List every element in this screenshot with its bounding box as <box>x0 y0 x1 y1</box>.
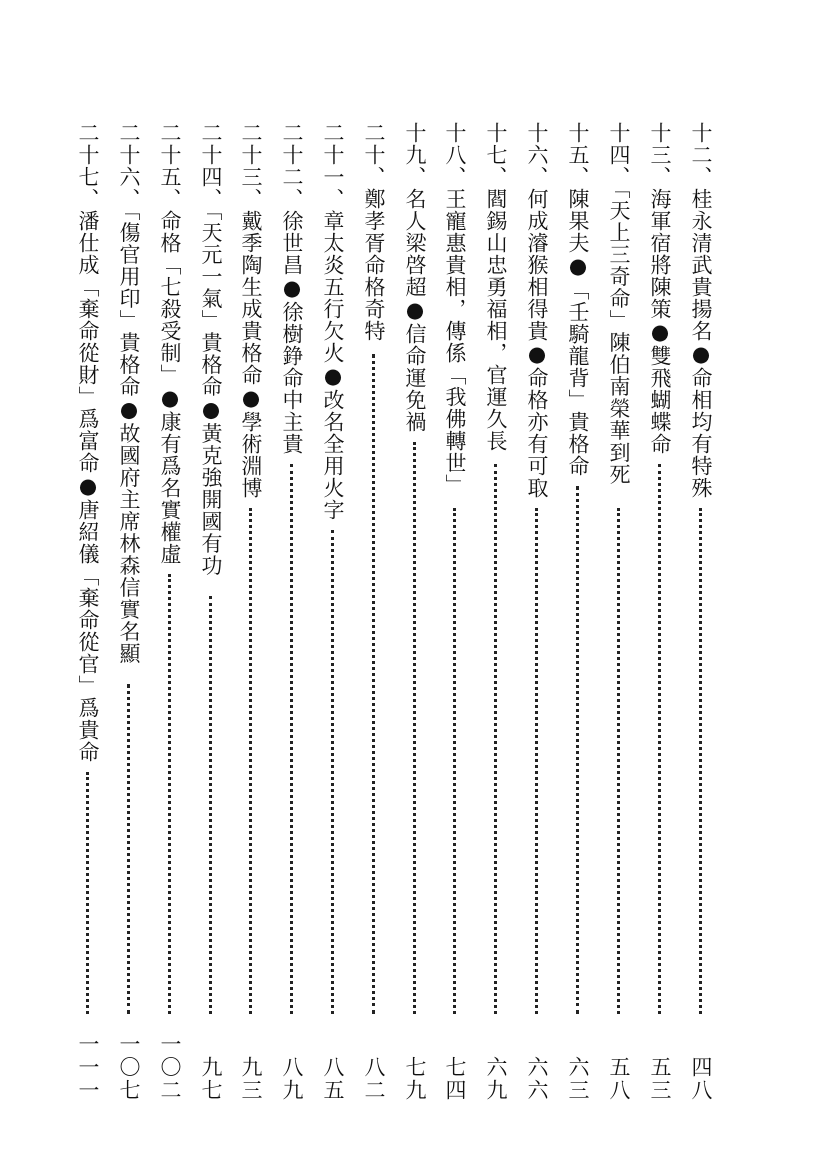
dotted-leader <box>86 772 89 1014</box>
dotted-leader <box>127 684 130 1014</box>
toc-entry-title: 十七、閻錫山忠勇福相，官運久長 <box>484 122 508 452</box>
toc-entry <box>639 122 681 1102</box>
dotted-leader <box>209 596 212 1014</box>
toc-page-number: 六九 <box>484 1056 508 1102</box>
dotted-leader <box>413 442 416 1014</box>
toc-entry-title: 十五、陳果夫●「壬騎龍背」貴格命 <box>566 122 590 477</box>
toc-page-number: 八九 <box>280 1056 304 1102</box>
dotted-leader <box>658 464 661 1014</box>
toc-entry-title: 二十四、「天元一氣」貴格命●黃克強開國有功 <box>199 122 223 577</box>
toc-entry-title: 二十一、章太炎五行欠火●改名全用火字 <box>321 122 345 521</box>
toc-page-number: 六六 <box>525 1056 549 1102</box>
toc-entry-title: 二十五、命格「七殺受制」●康有爲名實權虛 <box>158 122 182 565</box>
toc-page-number: 六三 <box>566 1056 590 1102</box>
toc-entry-title: 十六、何成濬猴相得貴●命格亦有可取 <box>525 122 549 499</box>
toc-entry <box>557 122 599 1102</box>
toc-entry <box>67 122 109 1102</box>
dotted-leader <box>494 464 497 1014</box>
toc-page-number: 一一一 <box>76 1033 100 1102</box>
toc-entry <box>516 122 558 1102</box>
toc-entry-title: 十四、「天上三奇命」陳伯南榮華到死 <box>607 122 631 486</box>
toc-entry-title: 十八、王寵惠貴相，傳係「我佛轉世」 <box>443 122 467 496</box>
toc-entry-title: 十二、桂永清武貴揚名●命相均有特殊 <box>689 122 713 499</box>
dotted-leader <box>249 508 252 1014</box>
dotted-leader <box>290 464 293 1014</box>
dotted-leader <box>372 354 375 1014</box>
toc-entry <box>353 122 395 1102</box>
toc-entry <box>680 122 722 1102</box>
dotted-leader <box>168 574 171 1014</box>
dotted-leader <box>576 486 579 1014</box>
toc-entry <box>271 122 313 1102</box>
toc-entry <box>434 122 476 1102</box>
toc-entry-title: 二十七、潘仕成「棄命從財」爲富命●唐紹儀「棄命從官」爲貴命 <box>76 122 100 763</box>
toc-entry <box>190 122 232 1102</box>
dotted-leader <box>699 508 702 1014</box>
dotted-leader <box>617 508 620 1014</box>
toc-entry-title: 二十、鄭孝胥命格奇特 <box>362 122 386 342</box>
toc-page-number: 八五 <box>321 1056 345 1102</box>
toc-page-number: 一〇二 <box>158 1033 182 1102</box>
toc-page-number: 七四 <box>443 1056 467 1102</box>
dotted-leader <box>535 508 538 1014</box>
toc-entry <box>312 122 354 1102</box>
dotted-leader <box>331 530 334 1014</box>
toc-page-number: 一〇七 <box>117 1033 141 1102</box>
toc-entry-title: 二十三、戴季陶生成貴格命●學術淵博 <box>239 122 263 499</box>
toc-page-number: 五八 <box>607 1056 631 1102</box>
toc-entry <box>230 122 272 1102</box>
toc-page-number: 八二 <box>362 1056 386 1102</box>
toc-page-number: 九七 <box>199 1056 223 1102</box>
toc-entry <box>108 122 150 1102</box>
toc-page-number: 七九 <box>403 1056 427 1102</box>
toc-entry-title: 二十二、徐世昌●徐樹錚命中主貴 <box>280 122 304 455</box>
dotted-leader <box>453 508 456 1014</box>
toc-entry <box>394 122 436 1102</box>
toc-entry-title: 二十六、「傷官用印」貴格命●故國府主席林森信實名顯 <box>117 122 141 665</box>
toc-entry-title: 十三、海軍宿將陳策●雙飛蝴蝶命 <box>648 122 672 455</box>
toc-entry <box>475 122 517 1102</box>
toc-page-number: 五三 <box>648 1056 672 1102</box>
toc-entry-title: 十九、名人梁啓超●信命運免禍 <box>403 122 427 433</box>
toc-page-number: 九三 <box>239 1056 263 1102</box>
toc-entry <box>149 122 191 1102</box>
toc-entry <box>598 122 640 1102</box>
toc-page-number: 四八 <box>689 1056 713 1102</box>
